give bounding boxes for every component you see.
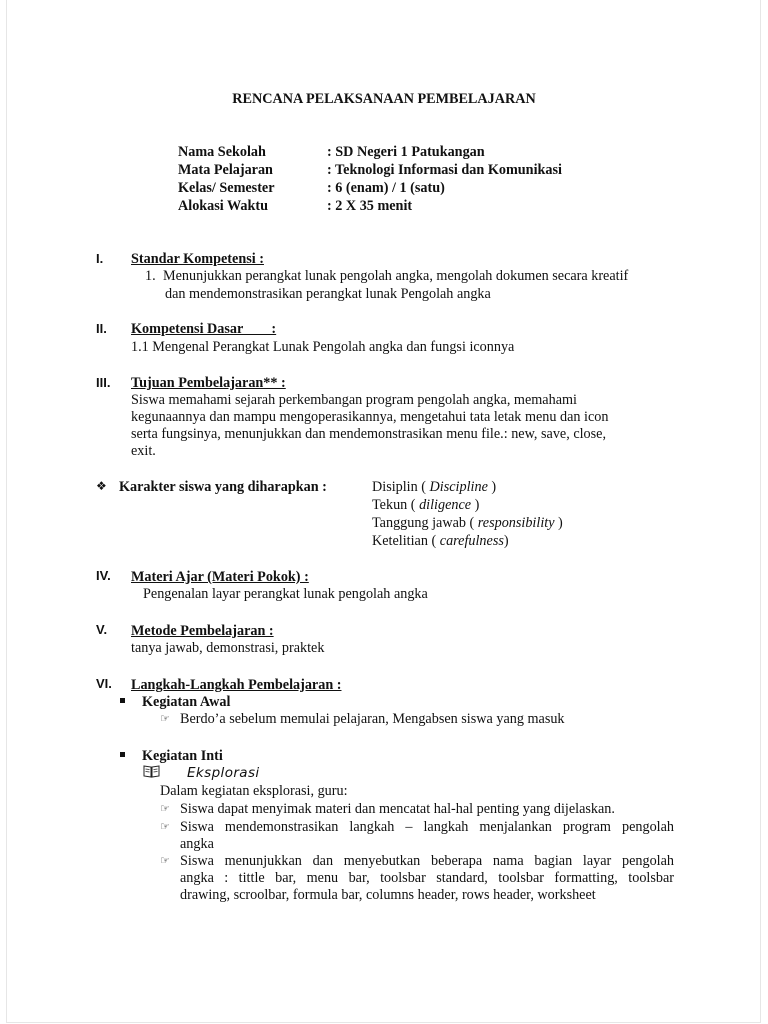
diamond-bullet-icon: ❖ xyxy=(96,479,107,493)
square-bullet-icon xyxy=(120,752,125,757)
identity-value: : 2 X 35 menit xyxy=(327,198,413,214)
list-item: angka : tittle bar, menu bar, toolsbar standard, toolsbar formatting, toolsbar xyxy=(180,870,674,886)
list-item: Siswa menunjukkan dan menyebutkan beberapa nama bagian layar pengolah xyxy=(180,853,674,869)
section-text: tanya jawab, demonstrasi, praktek xyxy=(131,640,325,656)
karakter-item: Tanggung jawab ( responsibility ) xyxy=(372,515,563,531)
section-number: VI. xyxy=(96,676,112,691)
section-number: II. xyxy=(96,321,107,336)
section-heading: Metode Pembelajaran : xyxy=(131,623,274,639)
identity-label: Mata Pelajaran xyxy=(178,162,273,178)
eksplorasi-heading: Eksplorasi xyxy=(187,765,260,781)
identity-value: : Teknologi Informasi dan Komunikasi xyxy=(327,162,562,178)
pointing-hand-icon: ☞ xyxy=(160,854,170,867)
identity-label: Nama Sekolah xyxy=(178,144,266,160)
karakter-item: Tekun ( diligence ) xyxy=(372,497,480,513)
document-title: RENCANA PELAKSANAAN PEMBELAJARAN xyxy=(232,91,536,107)
list-item: angka xyxy=(180,836,214,852)
section-text: kegunaannya dan mampu mengoperasikannya, mengetahui tata letak menu dan icon xyxy=(131,409,609,425)
karakter-item: Disiplin ( Discipline ) xyxy=(372,479,497,495)
section-text: Siswa memahami sejarah perkembangan program pengolah angka, memahami xyxy=(131,392,577,408)
list-item: drawing, scroolbar, formula bar, columns header, rows header, worksheet xyxy=(180,887,596,903)
section-number: I. xyxy=(96,251,104,266)
list-number: 1. xyxy=(145,268,156,284)
book-icon xyxy=(143,764,160,778)
section-heading: Langkah-Langkah Pembelajaran : xyxy=(131,677,342,693)
section-heading: Kompetensi Dasar : xyxy=(131,321,277,337)
section-number: IV. xyxy=(96,568,111,583)
identity-label: Alokasi Waktu xyxy=(178,198,269,214)
section-heading: Standar Kompetensi : xyxy=(131,251,264,267)
karakter-label: Karakter siswa yang diharapkan : xyxy=(119,479,327,495)
pointing-hand-icon: ☞ xyxy=(160,802,170,815)
section-text: Dalam kegiatan eksplorasi, guru: xyxy=(160,783,348,799)
pointing-hand-icon: ☞ xyxy=(160,820,170,833)
section-text: exit. xyxy=(131,443,156,459)
section-text: Pengenalan layar perangkat lunak pengolah angka xyxy=(143,586,428,602)
identity-label: Kelas/ Semester xyxy=(178,180,275,196)
square-bullet-icon xyxy=(120,698,125,703)
identity-value: : 6 (enam) / 1 (satu) xyxy=(327,180,445,196)
karakter-item: Ketelitian ( carefulness) xyxy=(372,533,509,549)
list-item: Siswa dapat menyimak materi dan mencatat hal-hal penting yang dijelaskan. xyxy=(180,801,615,817)
section-text: serta fungsinya, menunjukkan dan mendemonstrasikan menu file.: new, save, close, xyxy=(131,426,607,442)
list-item: Berdo’a sebelum memulai pelajaran, Mengabsen siswa yang masuk xyxy=(180,711,565,727)
pointing-hand-icon: ☞ xyxy=(160,712,170,725)
section-heading: Materi Ajar (Materi Pokok) : xyxy=(131,569,309,585)
section-heading: Tujuan Pembelajaran** : xyxy=(131,375,286,391)
section-text: Menunjukkan perangkat lunak pengolah angka, mengolah dokumen secara kreatif xyxy=(163,268,629,284)
section-text: dan mendemonstrasikan perangkat lunak Pengolah angka xyxy=(165,286,491,302)
section-number: V. xyxy=(96,622,108,637)
list-item: Siswa mendemonstrasikan langkah – langkah menjalankan program pengolah xyxy=(180,819,674,835)
identity-value: : SD Negeri 1 Patukangan xyxy=(327,144,485,160)
section-text: 1.1 Mengenal Perangkat Lunak Pengolah angka dan fungsi iconnya xyxy=(131,339,515,355)
kegiatan-awal-label: Kegiatan Awal xyxy=(142,694,231,710)
kegiatan-inti-label: Kegiatan Inti xyxy=(142,748,223,764)
section-number: III. xyxy=(96,375,111,390)
